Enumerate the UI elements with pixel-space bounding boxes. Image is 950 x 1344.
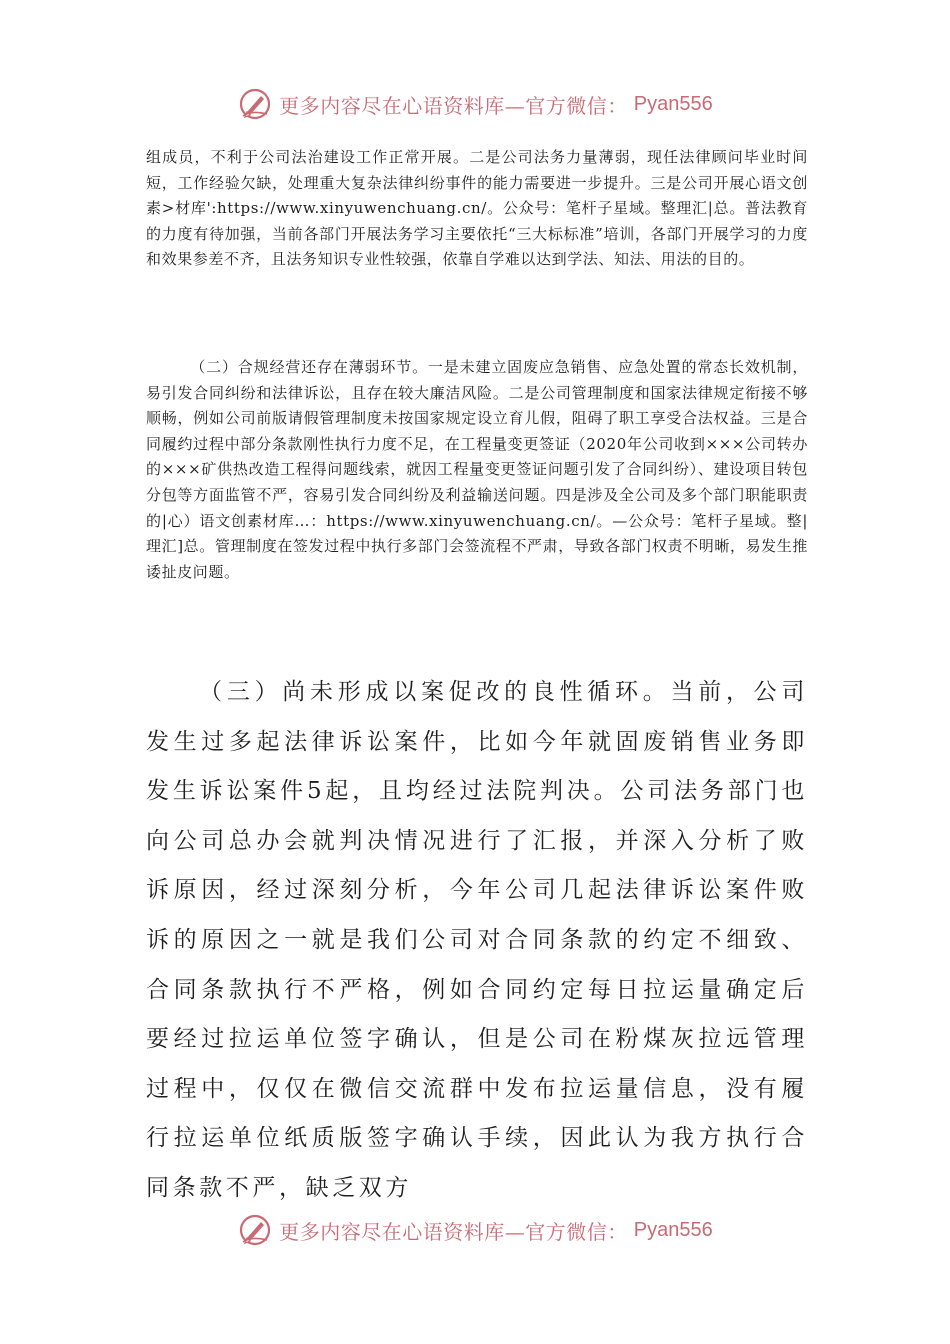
paragraph-3-text: （三）尚未形成以案促改的良性循环。当前，公司发生过多起法律诉讼案件，比如今年就固废销售业务即发生诉讼案件5起，且均经过法院判决。公司法务部门也向公司总办会就判决情况进行了汇报，并深入分析了败诉原因，经过深刻分析，今年公司几起法律诉讼案件败诉的原因之一就是我们公司对合同条款的约定不细致、合同条款执行不严格，例如合同约定每日拉运量确定后要经过拉运单位签字确认，但是公司在粉煤灰拉远管理过程中，仅仅在微信交流群中发布拉运量信息，没有履行拉运单位纸质版签字确认手续，因此认为我方执行合同条款不严，缺乏双方 bbox=[146, 679, 808, 1201]
paragraph-1: 组成员，不利于公司法治建设工作正常开展。二是公司法务力量薄弱，现任法律顾问毕业时间短，工作经验欠缺，处理重大复杂法律纠纷事件的能力需要进一步提升。三是公司开展心语文创素>材库':https://www.xinyuwenchuang.cn/。公众号：笔杆子星域。整理汇|总。普法教育的力度有待加强，当前各部门开展法务学习主要依托“三大标标准”培训，各部门开展学习的力度和效果参差不齐，且法务知识专业性较强，依靠自学难以达到学法、知法、用法的目的。 bbox=[146, 148, 808, 269]
footer-banner-inner bbox=[237, 1212, 712, 1248]
header-banner bbox=[0, 82, 950, 126]
paragraph-3 bbox=[146, 668, 808, 1214]
pen-logo-icon bbox=[237, 86, 273, 122]
paragraph-2 bbox=[146, 355, 808, 585]
footer-banner-text: 更多内容尽在心语资料库—官方微信： bbox=[279, 1219, 628, 1244]
header-banner-inner bbox=[237, 86, 712, 122]
header-banner-text: 更多内容尽在心语资料库—官方微信： bbox=[279, 93, 628, 118]
pen-logo-icon bbox=[237, 1212, 273, 1248]
paragraph-2-text: （二）合规经营还存在薄弱环节。一是未建立固废应急销售、应急处置的常态长效机制，易引发合同纠纷和法律诉讼，且存在较大廉洁风险。二是公司管理制度和国家法律规定衔接不够顺畅，例如公司前版请假管理制度未按国家规定设立育儿假，阻碍了职工享受合法权益。三是合同履约过程中部分条款刚性执行力度不足，在工程量变更签证（2020年公司收到×××公司转办的×××矿供热改造工程得问题线索，就因工程量变更签证问题引发了合同纠纷）、建设项目转包分包等方面监管不严，容易引发合同纠纷及利益输送问题。四是涉及全公司及多个部门职能职责的|心）语文创素材库…：https://www.xinyuwenchuang.cn/。—公众号：笔杆子星域。整|理汇]总。管理制度在签发过程中执行多部门会签流程不严肃，导致各部门权责不明晰，易发生推诿扯皮问题。 bbox=[146, 358, 808, 581]
footer-banner-handle: Pyan556 bbox=[633, 1218, 713, 1241]
header-banner-handle: Pyan556 bbox=[633, 92, 713, 115]
footer-banner bbox=[0, 1208, 950, 1252]
